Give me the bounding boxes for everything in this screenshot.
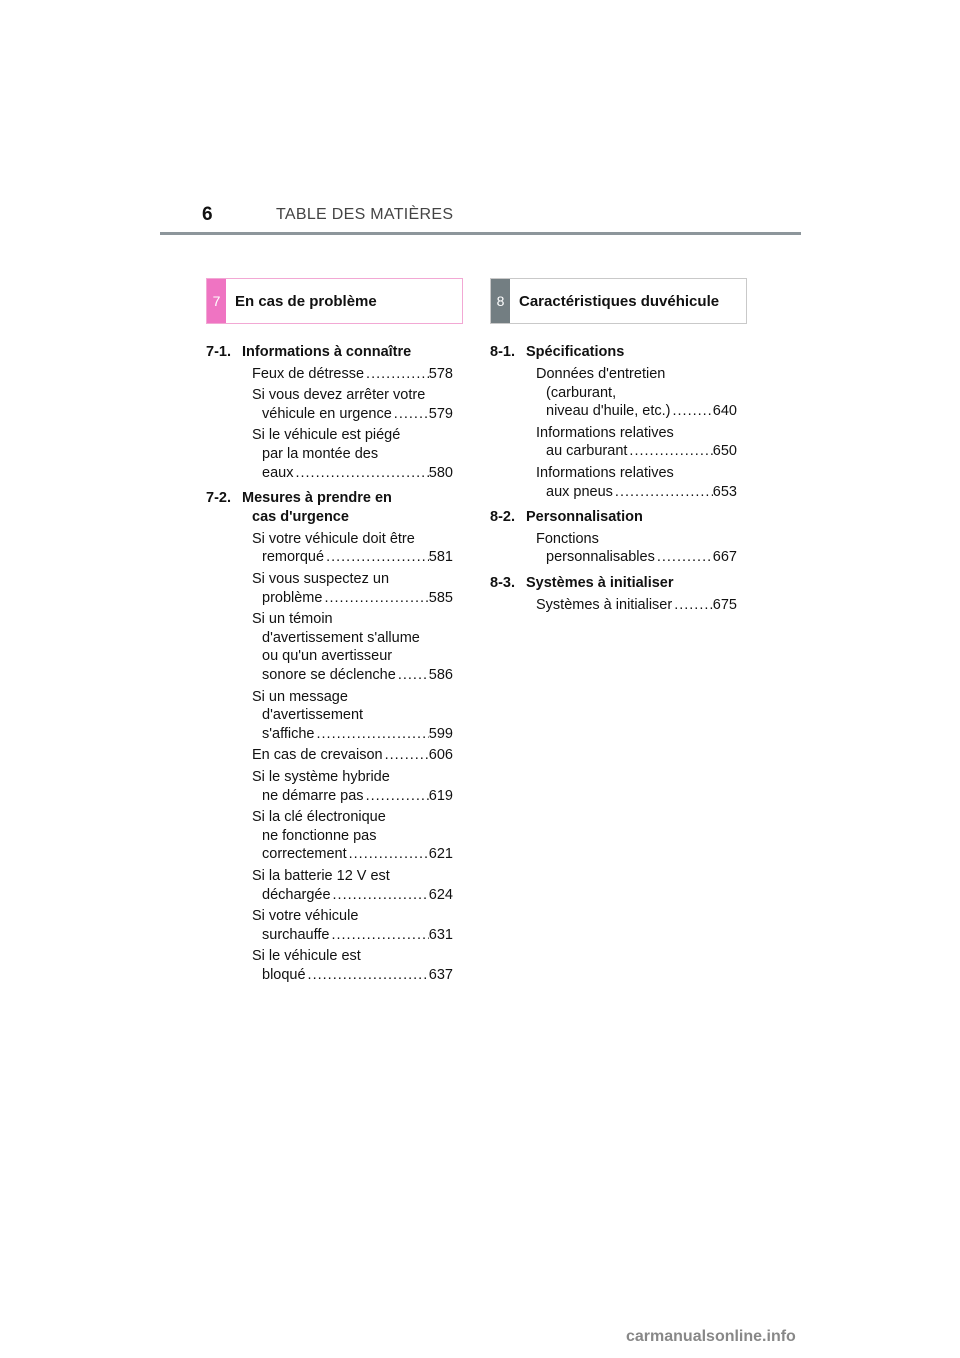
page-reference[interactable]: 667 — [712, 549, 737, 566]
section-7-title: En cas de problème — [235, 292, 377, 310]
toc-entry-line: (carburant, — [546, 384, 617, 401]
section-7-banner[interactable] — [206, 278, 463, 324]
toc-entry-line: Données d'entretien — [536, 365, 666, 382]
section-8-title — [519, 279, 740, 323]
page-reference[interactable]: 675 — [712, 596, 737, 613]
page-reference[interactable]: 580 — [428, 464, 453, 481]
toc-entry-line: Systèmes à initialiser — [536, 596, 673, 613]
toc-entry[interactable] — [206, 808, 453, 864]
toc-entry-row — [252, 966, 453, 985]
toc-entry-row — [536, 402, 737, 421]
page-reference[interactable]: 650 — [712, 443, 737, 460]
toc-entry-row — [252, 746, 453, 765]
toc-entry-line: Si vous devez arrêter votre — [252, 387, 426, 404]
toc-entry-line: Si la clé électronique — [252, 808, 386, 825]
dot-leader — [672, 596, 713, 615]
toc-entry[interactable] — [206, 610, 453, 685]
toc-entry-line: déchargée — [262, 886, 331, 903]
chapter-heading[interactable] — [206, 489, 453, 527]
toc-entry-line: Si la batterie 12 V est — [252, 867, 390, 884]
toc-entry-line: Si votre véhicule doit être — [252, 530, 415, 547]
toc-entry-row — [536, 548, 737, 567]
toc-entry[interactable] — [490, 424, 737, 462]
page-reference[interactable]: 653 — [712, 483, 737, 500]
toc-entry-line: véhicule en urgence — [262, 405, 392, 422]
toc-entry-row — [252, 845, 453, 864]
toc-entry-line: bloqué — [262, 966, 306, 983]
toc-entry-line: ne démarre pas — [262, 787, 364, 804]
toc-entry-row — [252, 464, 453, 483]
toc-entry-row — [252, 666, 453, 685]
section-8-title-line: Caractéristiques du — [519, 292, 660, 310]
toc-entry[interactable] — [206, 570, 453, 608]
dot-leader — [329, 926, 428, 945]
toc-entry-line: Informations relatives — [536, 464, 674, 481]
toc-entry-line: d'avertissement — [262, 707, 364, 724]
dot-leader — [314, 725, 428, 744]
dot-leader — [655, 548, 713, 567]
dot-leader — [322, 589, 428, 608]
page-reference[interactable]: 637 — [428, 966, 453, 983]
toc-entry-row — [252, 589, 453, 608]
dot-leader — [613, 483, 713, 502]
toc-entry-line: eaux — [262, 464, 294, 481]
section-8-number: 8 — [491, 279, 510, 323]
dot-leader — [331, 886, 429, 905]
toc-entry-row — [252, 926, 453, 945]
dot-leader — [383, 746, 429, 765]
chapter-spacer — [206, 987, 453, 991]
header-divider — [160, 232, 801, 235]
toc-entry[interactable] — [206, 907, 453, 945]
page-reference[interactable]: 621 — [428, 846, 453, 863]
toc-entry-line: Feux de détresse — [252, 365, 365, 382]
page-title: TABLE DES MATIÈRES — [276, 206, 454, 223]
toc-entry-row — [536, 596, 737, 615]
page-reference[interactable]: 578 — [428, 365, 453, 382]
toc-entry[interactable] — [206, 530, 453, 568]
chapter-heading[interactable] — [490, 343, 737, 362]
page-reference[interactable]: 586 — [428, 667, 453, 684]
chapter-number: 8-1. — [490, 344, 515, 360]
page-reference[interactable]: 599 — [428, 726, 453, 743]
section-8-title-line: véhicule — [659, 292, 720, 310]
toc-entry-row — [252, 787, 453, 806]
toc-entry-line: Si le véhicule est piégé — [252, 427, 401, 444]
toc-entry-line: sonore se déclenche — [262, 667, 396, 684]
toc-entry-row — [252, 725, 453, 744]
page-reference[interactable]: 606 — [428, 747, 453, 764]
page-reference[interactable]: 619 — [428, 787, 453, 804]
dot-leader — [364, 365, 429, 384]
toc-entry[interactable] — [490, 464, 737, 502]
chapter-title-line: cas d'urgence — [252, 508, 349, 525]
dot-leader — [324, 548, 429, 567]
chapter-spacer — [490, 617, 737, 621]
toc-entry-line: par la montée des — [262, 445, 379, 462]
dot-leader — [306, 966, 429, 985]
toc-entry-line: correctement — [262, 846, 347, 863]
toc-entry-line: ne fonctionne pas — [262, 827, 377, 844]
chapter-title: Personnalisation — [526, 508, 643, 525]
toc-entry-line: Si votre véhicule — [252, 907, 359, 924]
chapter-heading[interactable] — [206, 343, 453, 362]
toc-entry[interactable] — [490, 530, 737, 568]
toc-entry-line: remorqué — [262, 549, 325, 566]
dot-leader — [293, 464, 428, 483]
page-reference[interactable]: 631 — [428, 926, 453, 943]
page-reference[interactable]: 585 — [428, 589, 453, 606]
toc-entry[interactable] — [206, 768, 453, 806]
toc-entry-line: aux pneus — [546, 483, 613, 500]
chapter-number: 8-3. — [490, 574, 515, 591]
toc-entry-row — [252, 886, 453, 905]
toc-entry-row — [252, 405, 453, 424]
toc-entry-line: Si un message — [252, 688, 348, 705]
section-7-number: 7 — [207, 279, 226, 323]
toc-entry-line: Si le véhicule est — [252, 947, 361, 964]
toc-column-section-8 — [490, 343, 737, 621]
toc-entry-row — [252, 548, 453, 567]
toc-entry[interactable] — [206, 947, 453, 985]
toc-entry-line: personnalisables — [546, 549, 655, 566]
toc-entry-line: surchauffe — [262, 926, 330, 943]
toc-entry-line: Informations relatives — [536, 424, 674, 441]
toc-entry-line: au carburant — [546, 443, 628, 460]
toc-entry-line: Fonctions — [536, 530, 599, 547]
page-reference[interactable]: 581 — [428, 549, 453, 566]
page-reference[interactable]: 640 — [712, 403, 737, 420]
toc-entry[interactable] — [206, 386, 453, 424]
page-number: 6 — [202, 204, 213, 225]
dot-leader — [670, 402, 712, 421]
chapter-heading[interactable] — [490, 508, 737, 527]
page-reference[interactable]: 579 — [428, 405, 453, 422]
toc-entry[interactable] — [490, 596, 737, 615]
chapter-title: Informations à connaître — [242, 344, 412, 360]
toc-entry[interactable] — [206, 426, 453, 482]
toc-entry-line: s'affiche — [262, 726, 315, 743]
chapter-number: 8-2. — [490, 508, 515, 525]
toc-entry[interactable] — [206, 688, 453, 744]
dot-leader — [347, 845, 429, 864]
toc-entry[interactable] — [206, 867, 453, 905]
chapter-heading[interactable] — [490, 574, 737, 593]
toc-entry-row — [536, 442, 737, 461]
dot-leader — [396, 666, 429, 685]
toc-entry[interactable] — [206, 365, 453, 384]
chapter-title: Systèmes à initialiser — [526, 574, 674, 591]
toc-entry[interactable] — [206, 746, 453, 765]
toc-entry[interactable] — [490, 365, 737, 421]
chapter-title-line: Mesures à prendre en — [242, 490, 392, 507]
page-reference[interactable]: 624 — [428, 886, 453, 903]
toc-entry-line: niveau d'huile, etc.) — [546, 403, 671, 420]
dot-leader — [392, 405, 429, 424]
watermark: carmanualsonline.info — [626, 1328, 796, 1345]
chapter-title: Spécifications — [526, 344, 625, 360]
page-header — [160, 204, 800, 232]
toc-column-section-7 — [206, 343, 453, 991]
dot-leader — [364, 787, 429, 806]
chapter-title — [242, 489, 453, 527]
toc-entry-line: En cas de crevaison — [252, 747, 383, 764]
toc-entry-row — [252, 365, 453, 384]
chapter-number: 7-1. — [206, 344, 231, 360]
toc-entry-line: problème — [262, 589, 323, 606]
toc-entry-line: Si le système hybride — [252, 768, 390, 785]
dot-leader — [627, 442, 712, 461]
toc-entry-line: Si vous suspectez un — [252, 570, 390, 587]
toc-entry-row — [536, 483, 737, 502]
chapter-number: 7-2. — [206, 490, 231, 507]
section-8-banner[interactable] — [490, 278, 747, 324]
toc-entry-line: d'avertissement s'allume — [262, 629, 420, 646]
toc-entry-line: Si un témoin — [252, 610, 333, 627]
toc-entry-line: ou qu'un avertisseur — [262, 648, 393, 665]
